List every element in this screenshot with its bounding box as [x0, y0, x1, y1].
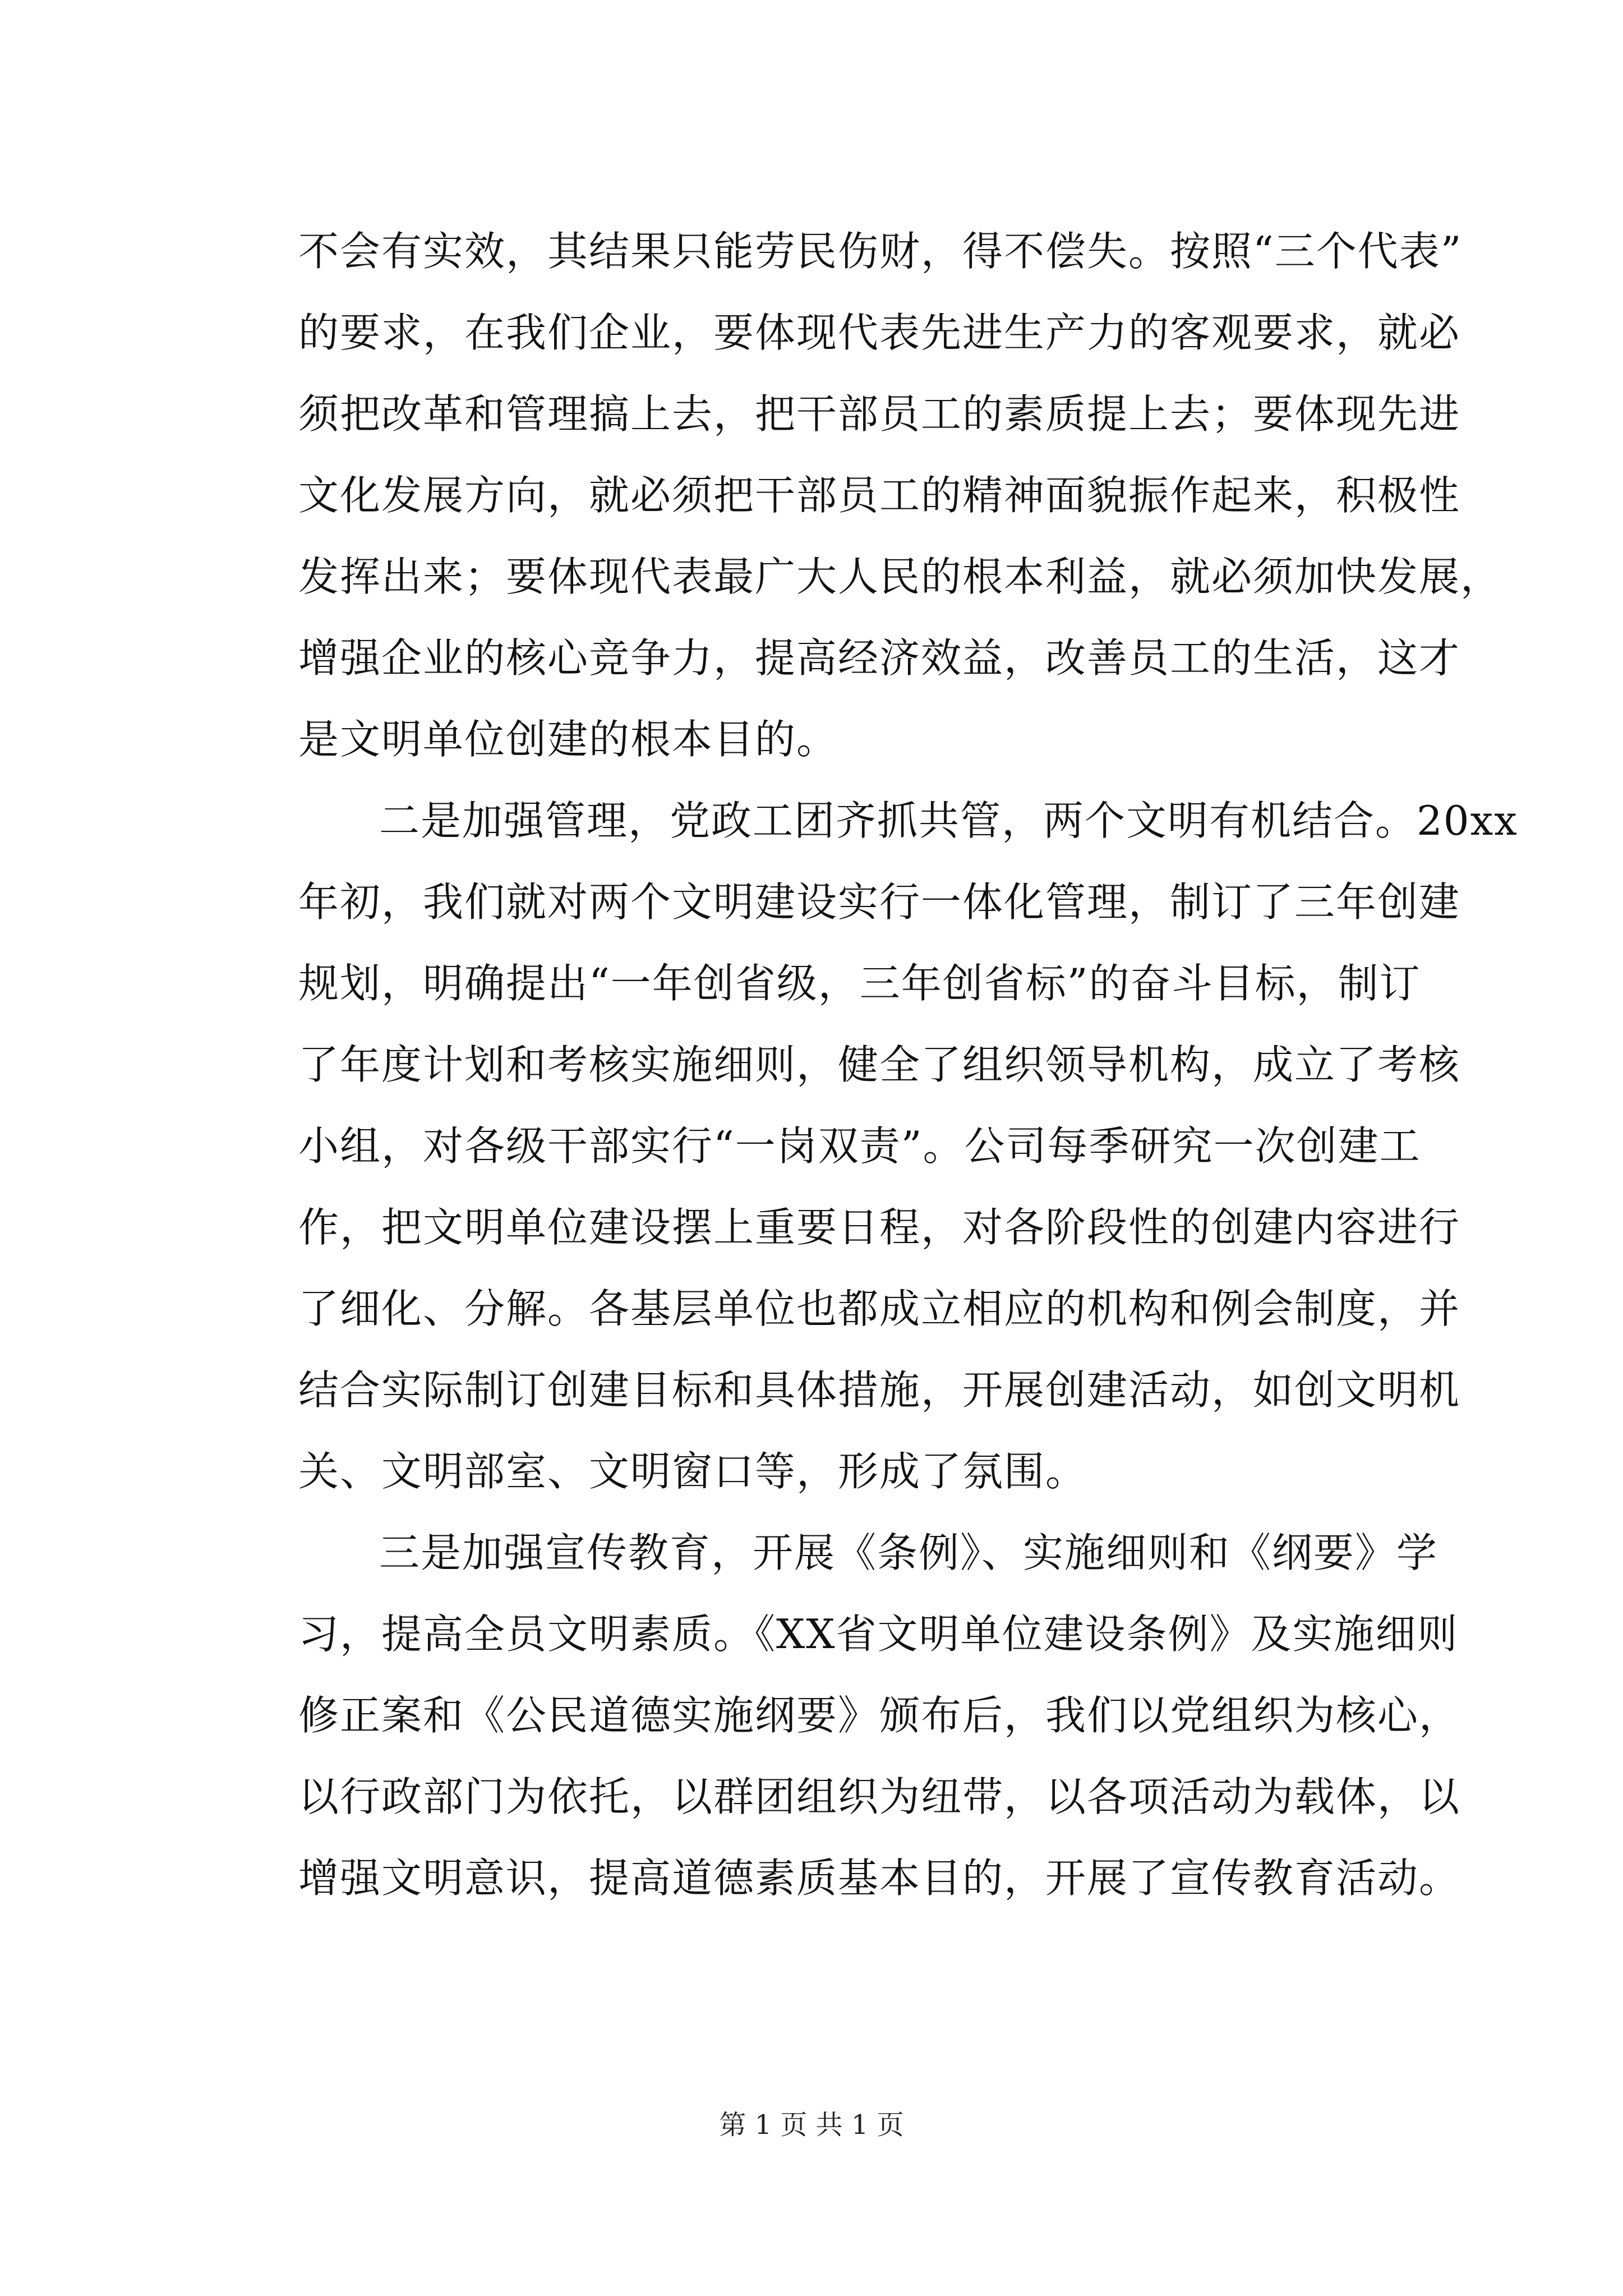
- text-line: 关、文明部室、文明窗口等，形成了氛围。: [298, 1448, 1087, 1495]
- text-line: 不会有实效，其结果只能劳民伤财，得不偿失。按照“三个代表”: [298, 228, 1463, 275]
- text-line: 了细化、分解。各基层单位也都成立相应的机构和例会制度，并: [298, 1285, 1461, 1332]
- text-line: 年初，我们就对两个文明建设实行一体化管理，制订了三年创建: [298, 878, 1461, 926]
- text-line: 发挥出来；要体现代表最广大人民的根本利益，就必须加快发展，: [298, 553, 1502, 600]
- text-line: 文化发展方向，就必须把干部员工的精神面貌振作起来，积极性: [298, 472, 1461, 519]
- text-line: 小组，对各级干部实行“一岗双责”。公司每季研究一次创建工: [298, 1122, 1421, 1170]
- page-number-footer: 第 1 页 共 1 页: [719, 2109, 904, 2141]
- text-line: 增强企业的核心竞争力，提高经济效益，改善员工的生活，这才: [298, 634, 1461, 682]
- text-line: 规划，明确提出“一年创省级，三年创省标”的奋斗目标，制订: [298, 960, 1421, 1007]
- text-line: 了年度计划和考核实施细则，健全了组织领导机构，成立了考核: [298, 1041, 1461, 1088]
- text-line: 的要求，在我们企业，要体现代表先进生产力的客观要求，就必: [298, 309, 1461, 356]
- paragraph-start-line: 二是加强管理，党政工团齐抓共管，两个文明有机结合。20xx: [379, 797, 1518, 844]
- text-line: 结合实际制订创建目标和具体措施，开展创建活动，如创文明机: [298, 1366, 1461, 1414]
- paragraph-start-line: 三是加强宣传教育，开展《条例》、实施细则和《纲要》学: [379, 1529, 1438, 1576]
- text-line: 须把改革和管理搞上去，把干部员工的素质提上去；要体现先进: [298, 390, 1461, 438]
- text-line: 以行政部门为依托，以群团组织为纽带，以各项活动为载体，以: [298, 1773, 1461, 1820]
- text-line: 是文明单位创建的根本目的。: [298, 716, 838, 763]
- text-line: 增强文明意识，提高道德素质基本目的，开展了宣传教育活动。: [298, 1855, 1461, 1902]
- text-line: 习，提高全员文明素质。《XX省文明单位建设条例》及实施细则: [298, 1611, 1459, 1658]
- text-line: 修正案和《公民道德实施纲要》颁布后，我们以党组织为核心，: [298, 1692, 1461, 1739]
- text-line: 作，把文明单位建设摆上重要日程，对各阶段性的创建内容进行: [298, 1204, 1461, 1251]
